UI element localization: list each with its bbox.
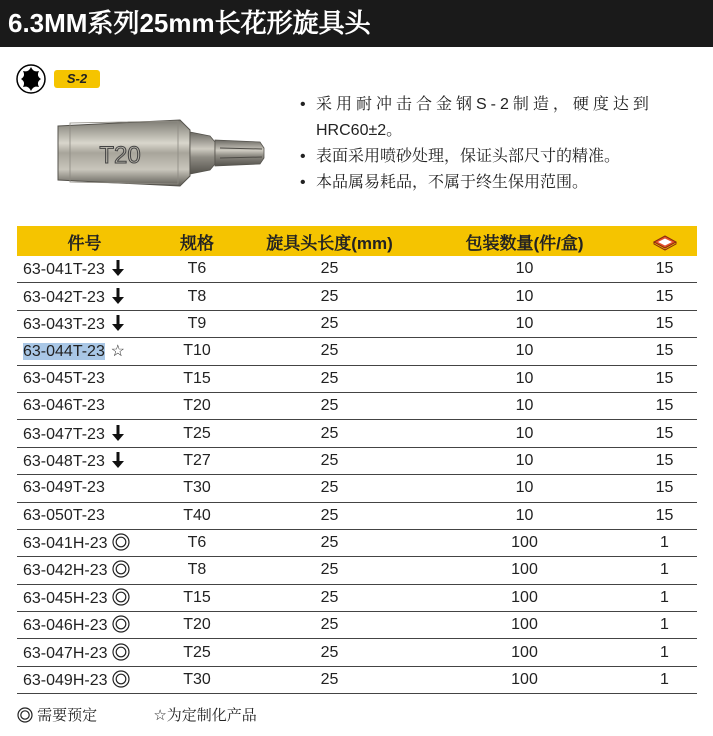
col-pack-qty: 包装数量(件/盒) xyxy=(417,226,632,256)
cell-length: 25 xyxy=(242,420,417,447)
cell-part-number xyxy=(17,447,152,474)
feature-item: • 本品属易耗品，不属于终生保用范围。 xyxy=(300,170,705,196)
table-row xyxy=(17,338,697,365)
cell-pack-qty: 100 xyxy=(417,529,632,556)
cell-box-qty: 15 xyxy=(632,502,697,529)
cell-pack-qty: 10 xyxy=(417,256,632,283)
double-circle-icon xyxy=(112,588,130,608)
cell-part-number xyxy=(17,392,152,419)
cell-length: 25 xyxy=(242,557,417,584)
cell-box-qty: 1 xyxy=(632,584,697,611)
legend-custom-text: ☆为定制化产品 xyxy=(153,707,257,724)
arrow-down-icon xyxy=(109,451,127,471)
cell-length: 25 xyxy=(242,639,417,666)
table-row xyxy=(17,420,697,447)
cell-part-number xyxy=(17,338,152,365)
cell-pack-qty: 10 xyxy=(417,502,632,529)
double-circle-icon xyxy=(17,707,33,723)
cell-pack-qty: 10 xyxy=(417,283,632,310)
legend-preorder xyxy=(17,707,127,724)
cell-box-qty: 1 xyxy=(632,529,697,556)
cell-pack-qty: 100 xyxy=(417,557,632,584)
torx-bit-image xyxy=(50,108,270,198)
cell-length: 25 xyxy=(242,475,417,502)
cell-pack-qty: 100 xyxy=(417,639,632,666)
table-row xyxy=(17,584,697,611)
feature-text: 采用耐冲击合金钢S-2制造，硬度达到 xyxy=(316,96,653,113)
cell-spec: T30 xyxy=(152,666,242,693)
part-number-text[interactable]: 63-044T-23 xyxy=(23,343,105,361)
part-number-text: 63-042H-23 xyxy=(23,562,108,580)
part-number-text: 63-049H-23 xyxy=(23,672,108,690)
cell-box-qty: 1 xyxy=(632,612,697,639)
arrow-down-icon xyxy=(109,287,127,307)
table-row xyxy=(17,639,697,666)
cell-part-number xyxy=(17,557,152,584)
feature-text: 表面采用喷砂处理，保证头部尺寸的精准。 xyxy=(316,148,621,165)
feature-item: • 表面采用喷砂处理，保证头部尺寸的精准。 xyxy=(300,144,705,170)
cell-spec: T8 xyxy=(152,557,242,584)
cell-part-number xyxy=(17,639,152,666)
table-row xyxy=(17,447,697,474)
table-row xyxy=(17,475,697,502)
part-number-text: 63-045T-23 xyxy=(23,369,105,387)
cell-length: 25 xyxy=(242,584,417,611)
cell-part-number xyxy=(17,502,152,529)
part-number-text: 63-048T-23 xyxy=(23,452,105,470)
feature-text: 本品属易耗品，不属于终生保用范围。 xyxy=(316,174,589,191)
star-outline-icon: ☆ xyxy=(110,343,126,361)
part-number-text: 63-046H-23 xyxy=(23,617,108,635)
cell-pack-qty: 100 xyxy=(417,612,632,639)
cell-spec: T8 xyxy=(152,283,242,310)
table-row xyxy=(17,283,697,310)
double-circle-icon xyxy=(112,533,130,553)
cell-box-qty: 1 xyxy=(632,557,697,584)
cell-pack-qty: 10 xyxy=(417,338,632,365)
cell-length: 25 xyxy=(242,283,417,310)
table-row xyxy=(17,310,697,337)
cell-spec: T20 xyxy=(152,612,242,639)
double-circle-icon xyxy=(112,670,130,690)
col-box-qty xyxy=(632,226,697,256)
cell-spec: T10 xyxy=(152,338,242,365)
spec-table xyxy=(17,226,697,694)
cell-length: 25 xyxy=(242,365,417,392)
cell-spec: T6 xyxy=(152,529,242,556)
bit-engraving: T20 xyxy=(99,142,141,169)
cell-length: 25 xyxy=(242,338,417,365)
part-number-text: 63-045H-23 xyxy=(23,589,108,607)
part-number-text: 63-043T-23 xyxy=(23,315,105,333)
cell-part-number xyxy=(17,529,152,556)
cell-part-number xyxy=(17,256,152,283)
cell-part-number xyxy=(17,475,152,502)
cell-length: 25 xyxy=(242,256,417,283)
cell-pack-qty: 10 xyxy=(417,310,632,337)
table-row xyxy=(17,365,697,392)
cell-part-number xyxy=(17,584,152,611)
part-number-text: 63-047H-23 xyxy=(23,644,108,662)
cell-spec: T25 xyxy=(152,639,242,666)
cell-spec: T40 xyxy=(152,502,242,529)
cell-box-qty: 1 xyxy=(632,666,697,693)
cell-box-qty: 15 xyxy=(632,283,697,310)
cell-part-number xyxy=(17,283,152,310)
feature-text: HRC60±2。 xyxy=(316,122,403,139)
cell-pack-qty: 100 xyxy=(417,666,632,693)
cell-pack-qty: 10 xyxy=(417,420,632,447)
cell-box-qty: 15 xyxy=(632,256,697,283)
part-number-text: 63-041T-23 xyxy=(23,261,105,279)
part-number-text: 63-046T-23 xyxy=(23,397,105,415)
table-row xyxy=(17,612,697,639)
cell-spec: T30 xyxy=(152,475,242,502)
cell-pack-qty: 10 xyxy=(417,365,632,392)
cell-length: 25 xyxy=(242,502,417,529)
cell-part-number xyxy=(17,420,152,447)
part-number-text: 63-050T-23 xyxy=(23,506,105,524)
table-header-row xyxy=(17,226,697,256)
cell-box-qty: 15 xyxy=(632,365,697,392)
feature-list xyxy=(300,92,705,196)
cell-part-number xyxy=(17,612,152,639)
cell-pack-qty: 100 xyxy=(417,584,632,611)
arrow-down-icon xyxy=(109,424,127,444)
legend xyxy=(17,704,283,725)
cell-pack-qty: 10 xyxy=(417,475,632,502)
double-circle-icon xyxy=(112,643,130,663)
cell-length: 25 xyxy=(242,447,417,474)
part-number-text: 63-049T-23 xyxy=(23,479,105,497)
cell-length: 25 xyxy=(242,392,417,419)
cell-spec: T25 xyxy=(152,420,242,447)
table-row xyxy=(17,392,697,419)
part-number-text: 63-042T-23 xyxy=(23,288,105,306)
cell-spec: T15 xyxy=(152,584,242,611)
cell-length: 25 xyxy=(242,612,417,639)
table-row xyxy=(17,256,697,283)
cell-length: 25 xyxy=(242,529,417,556)
col-spec: 规格 xyxy=(152,226,242,256)
cell-box-qty: 1 xyxy=(632,639,697,666)
cell-box-qty: 15 xyxy=(632,447,697,474)
table-row xyxy=(17,666,697,693)
cell-spec: T20 xyxy=(152,392,242,419)
cell-length: 25 xyxy=(242,310,417,337)
part-number-text: 63-047T-23 xyxy=(23,425,105,443)
table-row xyxy=(17,502,697,529)
double-circle-icon xyxy=(112,615,130,635)
cell-part-number xyxy=(17,310,152,337)
cell-length: 25 xyxy=(242,666,417,693)
col-length: 旋具头长度(mm) xyxy=(242,226,417,256)
torx-icon xyxy=(16,64,46,94)
arrow-down-icon xyxy=(109,314,127,334)
cell-box-qty: 15 xyxy=(632,338,697,365)
cell-spec: T9 xyxy=(152,310,242,337)
s2-material-badge: S-2 xyxy=(54,70,100,88)
arrow-down-icon xyxy=(109,259,127,279)
cell-part-number xyxy=(17,666,152,693)
cell-spec: T6 xyxy=(152,256,242,283)
cell-box-qty: 15 xyxy=(632,310,697,337)
part-number-text: 63-041H-23 xyxy=(23,535,108,553)
cell-spec: T15 xyxy=(152,365,242,392)
double-circle-icon xyxy=(112,560,130,580)
page-title: 6.3MM系列25mm长花形旋具头 xyxy=(0,0,713,47)
col-part-number: 件号 xyxy=(17,226,152,256)
cell-box-qty: 15 xyxy=(632,392,697,419)
table-row xyxy=(17,529,697,556)
cell-spec: T27 xyxy=(152,447,242,474)
cell-pack-qty: 10 xyxy=(417,447,632,474)
legend-preorder-text: 需要预定 xyxy=(37,707,98,724)
cell-pack-qty: 10 xyxy=(417,392,632,419)
cell-box-qty: 15 xyxy=(632,420,697,447)
table-row xyxy=(17,557,697,584)
box-icon xyxy=(652,233,678,251)
feature-item: • 采用耐冲击合金钢S-2制造，硬度达到 HRC60±2。 xyxy=(300,92,705,144)
cell-box-qty: 15 xyxy=(632,475,697,502)
cell-part-number xyxy=(17,365,152,392)
